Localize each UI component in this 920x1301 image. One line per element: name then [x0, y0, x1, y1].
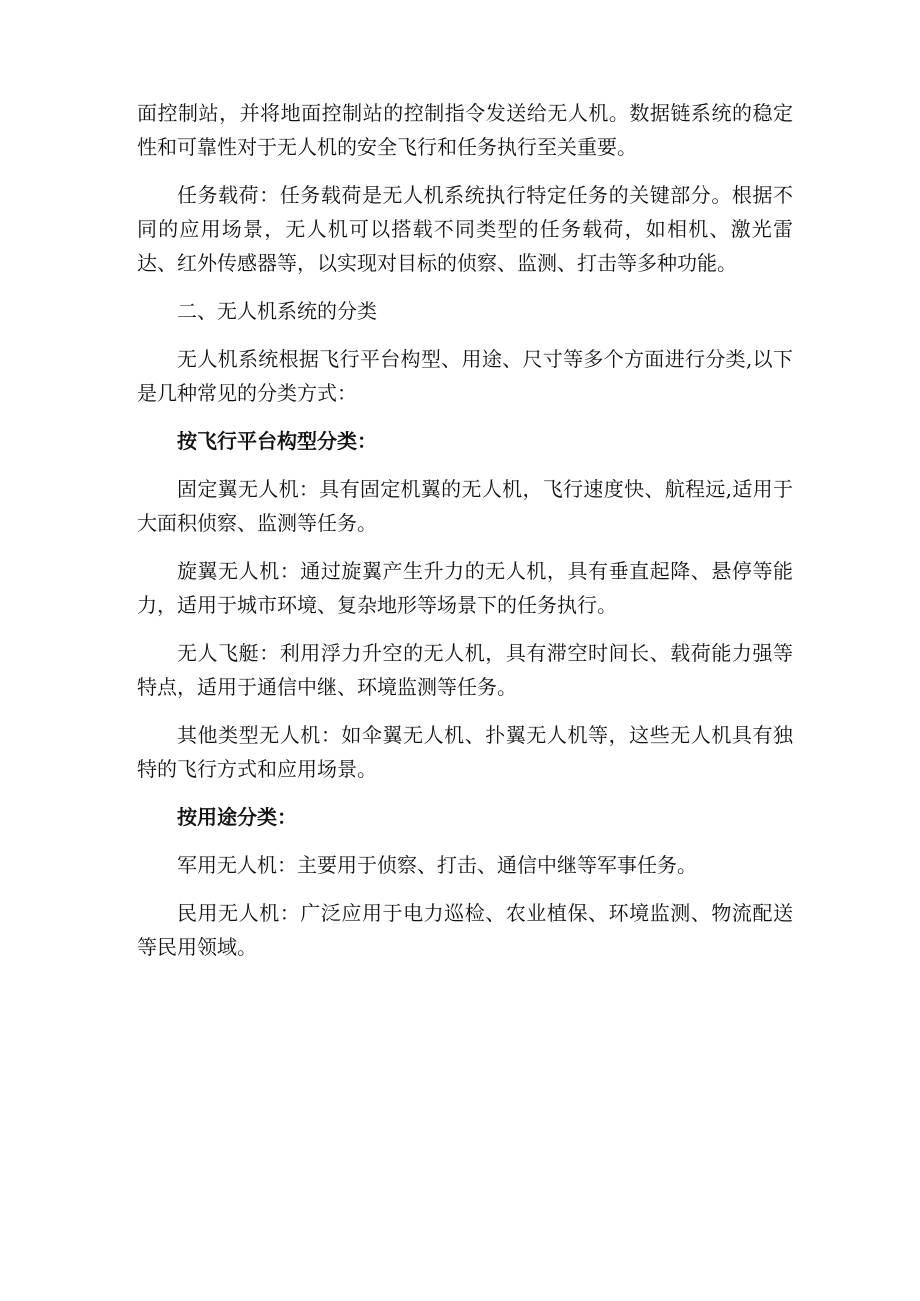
paragraph-fixed-wing: 固定翼无人机：具有固定机翼的无人机，飞行速度快、航程远,适用于大面积侦察、监测等任务。 — [137, 477, 793, 535]
paragraph-airship: 无人飞艇：利用浮力升空的无人机，具有滞空时间长、载荷能力强等特点，适用于通信中继、环境监测等任务。 — [137, 641, 793, 699]
paragraph-payload: 任务载荷：任务载荷是无人机系统执行特定任务的关键部分。根据不同的应用场景，无人机可以搭载不同类型的任务载荷，如相机、激光雷达、红外传感器等，以实现对目标的侦察、监测、打击等多种功能。 — [137, 183, 793, 275]
paragraph-rotary-wing: 旋翼无人机：通过旋翼产生升力的无人机，具有垂直起降、悬停等能力，适用于城市环境、复杂地形等场景下的任务执行。 — [137, 559, 793, 617]
section-heading-classification: 二、无人机系统的分类 — [177, 299, 377, 323]
subheading-by-use: 按用途分类： — [177, 805, 297, 829]
paragraph-military: 军用无人机：主要用于侦察、打击、通信中继等军事任务。 — [177, 853, 697, 877]
paragraph-other-types: 其他类型无人机：如伞翼无人机、扑翼无人机等，这些无人机具有独特的飞行方式和应用场景。 — [137, 723, 793, 781]
subheading-by-platform: 按飞行平台构型分类： — [177, 429, 377, 453]
paragraph-data-link-continued: 面控制站，并将地面控制站的控制指令发送给无人机。数据链系统的稳定性和可靠性对于无人机的安全飞行和任务执行至关重要。 — [137, 101, 793, 159]
paragraph-classification-intro: 无人机系统根据飞行平台构型、用途、尺寸等多个方面进行分类,以下是几种常见的分类方式： — [137, 347, 793, 405]
document-body — [137, 96, 793, 978]
paragraph-civil: 民用无人机：广泛应用于电力巡检、农业植保、环境监测、物流配送等民用领域。 — [137, 901, 793, 959]
